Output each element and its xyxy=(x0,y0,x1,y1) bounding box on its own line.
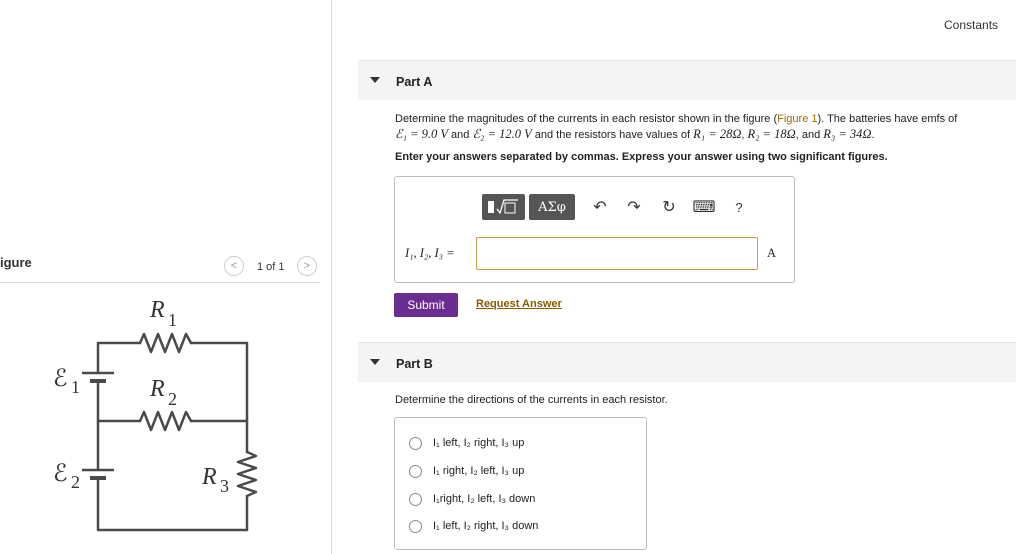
label-r2-sub: 2 xyxy=(168,389,177,409)
resistor-value-r2: R₂ = 18Ω xyxy=(747,127,796,141)
label-r2: R xyxy=(150,376,165,402)
resistor-value-r1: R₁ = 28Ω xyxy=(693,127,742,141)
label-r1: R xyxy=(150,297,165,323)
resistor-r2 xyxy=(140,412,191,430)
undo-icon[interactable]: ↶ xyxy=(593,199,607,216)
redo-icon[interactable]: ↷ xyxy=(627,199,641,216)
submit-button[interactable]: Submit xyxy=(394,293,458,317)
keyboard-icon[interactable]: ⌨ xyxy=(692,199,716,216)
label-e2: ℰ xyxy=(53,459,68,487)
question-text: and xyxy=(448,129,473,141)
label-r3-sub: 3 xyxy=(220,476,229,496)
answer-unit: A xyxy=(767,246,777,260)
resistor-r3 xyxy=(238,452,256,496)
request-answer-link[interactable]: Request Answer xyxy=(476,298,562,310)
label-e1: ℰ xyxy=(53,364,68,392)
part-a-header[interactable] xyxy=(358,60,1016,100)
part-a-title: Part A xyxy=(396,75,433,89)
choice-option[interactable] xyxy=(409,461,524,481)
answer-instructions: Enter your answers separated by commas. Express your answer using two significant figures. xyxy=(395,151,888,163)
label-r3: R xyxy=(202,464,217,490)
radio-button[interactable] xyxy=(409,437,422,450)
part-b-header[interactable] xyxy=(358,342,1016,382)
figure-divider xyxy=(0,282,320,283)
choice-option[interactable] xyxy=(409,489,535,509)
emf-e2: ℰ₂ = 12.0 V xyxy=(472,127,532,141)
wire-top-right xyxy=(191,343,247,452)
answer-input[interactable] xyxy=(476,237,758,270)
constants-link[interactable]: Constants xyxy=(944,18,999,32)
choice-label: I₁ left, I₂ right, I₃ up xyxy=(433,437,525,449)
figure-pager-text: 1 of 1 xyxy=(257,261,285,273)
question-text: , and xyxy=(795,129,824,141)
label-e2-sub: 2 xyxy=(71,472,80,492)
caret-down-icon xyxy=(370,359,380,365)
panel-divider xyxy=(331,0,332,554)
help-icon[interactable]: ? xyxy=(735,199,743,215)
question-text: . xyxy=(871,129,875,141)
templates-icon xyxy=(482,194,525,220)
resistor-value-r3: R₃ = 34Ω xyxy=(823,127,872,141)
wire-top xyxy=(98,343,140,373)
templates-button[interactable] xyxy=(482,194,525,220)
battery-e2 xyxy=(82,470,114,478)
figure-link[interactable]: Figure 1 xyxy=(777,113,818,125)
figure-heading: igure xyxy=(0,255,32,270)
label-e1-sub: 1 xyxy=(71,377,80,397)
reset-icon[interactable]: ↻ xyxy=(662,199,676,216)
chevron-right-icon: > xyxy=(303,260,311,272)
caret-down-icon xyxy=(370,77,380,83)
chevron-left-icon: < xyxy=(230,260,238,272)
question-text: and the resistors have values of xyxy=(531,129,694,141)
part-a-question xyxy=(395,112,1015,143)
part-b-question: Determine the directions of the currents in each resistor. xyxy=(395,394,668,406)
resistor-r1 xyxy=(140,334,191,352)
radio-button[interactable] xyxy=(409,493,422,506)
label-r1-sub: 1 xyxy=(168,310,177,330)
choice-label: I₁right, I₂ left, I₃ down xyxy=(433,493,536,505)
symbols-button[interactable]: ΑΣφ xyxy=(529,194,575,220)
previous-figure-button[interactable] xyxy=(224,256,244,276)
battery-e1 xyxy=(82,373,114,381)
question-text: Determine the magnitudes of the currents in each resistor shown in the figure ( xyxy=(395,113,778,125)
question-text: , xyxy=(741,129,748,141)
choice-label: I₁ left, I₂ right, I₃ down xyxy=(433,520,539,532)
choice-label: I₁ right, I₂ left, I₃ up xyxy=(433,465,525,477)
radio-button[interactable] xyxy=(409,520,422,533)
emf-e1: ℰ₁ = 9.0 V xyxy=(395,127,448,141)
choice-option[interactable] xyxy=(409,516,538,536)
question-text: ). The batteries have emfs of xyxy=(817,113,958,125)
part-b-title: Part B xyxy=(396,357,433,371)
answer-label: I₁, I₂, I₃ = xyxy=(405,246,455,260)
choices-list xyxy=(394,417,647,550)
next-figure-button[interactable] xyxy=(297,256,317,276)
radio-button[interactable] xyxy=(409,465,422,478)
choice-option[interactable] xyxy=(409,433,524,453)
circuit-diagram xyxy=(40,290,280,540)
